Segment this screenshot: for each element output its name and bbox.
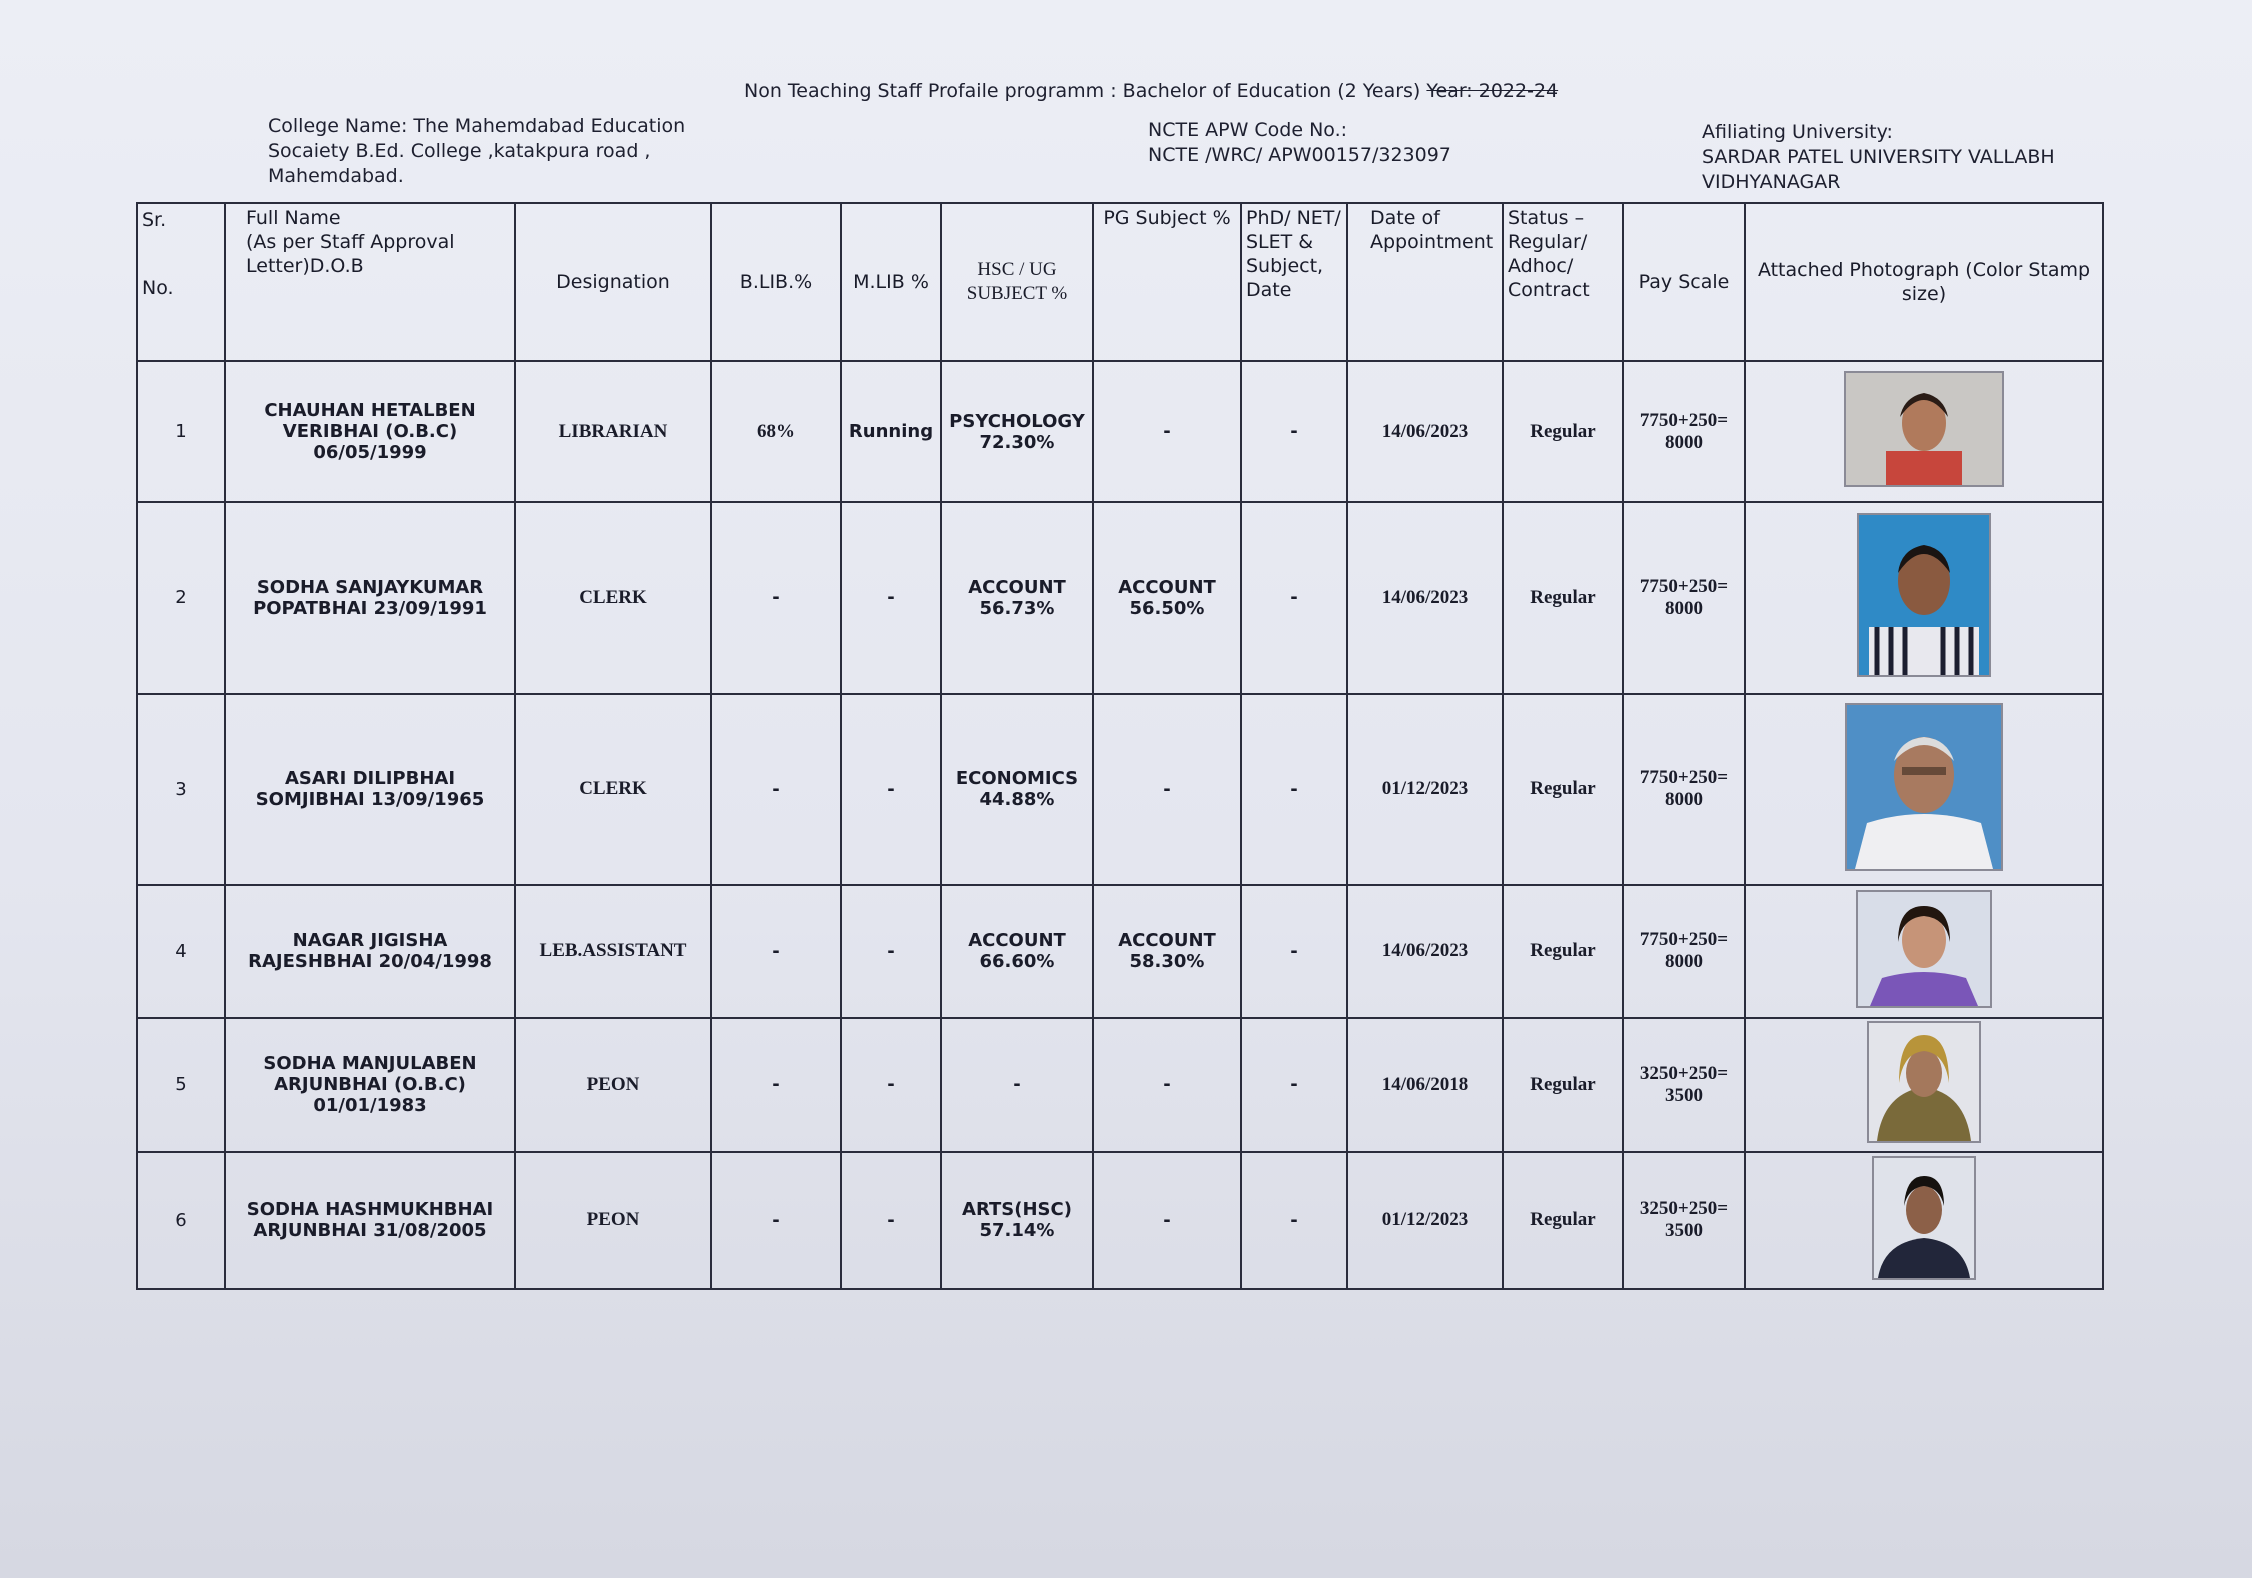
cell-date: 14/06/2018 [1347,1018,1503,1152]
cell-mlib: - [841,1152,941,1289]
title-main: Non Teaching Staff Profaile programm : Bachelor of Education (2 Years) [744,80,1421,102]
cell-pay: 7750+250= 8000 [1623,502,1745,693]
cell-mlib: - [841,1018,941,1152]
ncte-code-value: NCTE /WRC/ APW00157/323097 [1148,144,1451,166]
staff-photo [1857,513,1991,677]
cell-mlib: - [841,502,941,693]
col-pg-subject: PG Subject % [1093,203,1241,361]
cell-blib: - [711,694,841,885]
col-pay-scale: Pay Scale [1623,203,1745,361]
col-sr-label: Sr. [142,209,167,231]
col-full-name: Full Name (As per Staff Approval Letter)D.O.B [225,203,515,361]
col-blib: B.LIB.% [711,203,841,361]
cell-phd: - [1241,694,1347,885]
cell-sr: 5 [137,1018,225,1152]
cell-blib: - [711,1152,841,1289]
cell-date: 14/06/2023 [1347,502,1503,693]
cell-sr: 4 [137,885,225,1018]
ncte-code-label: NCTE APW Code No.: [1148,119,1348,141]
cell-mlib: - [841,885,941,1018]
cell-phd: - [1241,885,1347,1018]
university-label: Afiliating University: [1702,121,1893,143]
document-title [744,80,1558,102]
cell-date: 14/06/2023 [1347,361,1503,502]
table-row [137,1152,2103,1289]
cell-pay: 7750+250= 8000 [1623,361,1745,502]
cell-designation: PEON [515,1018,711,1152]
cell-photo [1745,885,2103,1018]
cell-sr: 1 [137,361,225,502]
cell-photo [1745,361,2103,502]
cell-date: 01/12/2023 [1347,1152,1503,1289]
col-mlib: M.LIB % [841,203,941,361]
staff-photo [1844,371,2004,487]
cell-pay: 7750+250= 8000 [1623,694,1745,885]
cell-photo [1745,1152,2103,1289]
cell-pg: ACCOUNT 58.30% [1093,885,1241,1018]
table-row [137,885,2103,1018]
cell-pg: - [1093,1152,1241,1289]
cell-status: Regular [1503,885,1623,1018]
col-status: Status – Regular/ Adhoc/ Contract [1503,203,1623,361]
col-designation: Designation [515,203,711,361]
cell-pg: - [1093,1018,1241,1152]
cell-designation: LIBRARIAN [515,361,711,502]
cell-blib: 68% [711,361,841,502]
cell-date: 14/06/2023 [1347,885,1503,1018]
cell-name: SODHA HASHMUKHBHAI ARJUNBHAI 31/08/2005 [225,1152,515,1289]
table-row [137,1018,2103,1152]
university-name: SARDAR PATEL UNIVERSITY VALLABH VIDHYANAGAR [1702,146,2055,193]
cell-name: NAGAR JIGISHA RAJESHBHAI 20/04/1998 [225,885,515,1018]
cell-phd: - [1241,502,1347,693]
cell-photo [1745,694,2103,885]
staff-photo [1872,1156,1976,1280]
cell-pay: 3250+250= 3500 [1623,1018,1745,1152]
cell-mlib: Running [841,361,941,502]
staff-photo [1856,890,1992,1008]
col-photograph: Attached Photograph (Color Stamp size) [1745,203,2103,361]
cell-phd: - [1241,361,1347,502]
title-struck-year: Year: 2022-24 [1426,80,1559,102]
cell-pg: - [1093,694,1241,885]
college-name: College Name: The Mahemdabad Education Socaiety B.Ed. College ,katakpura road , Mahemdabad. [268,115,686,187]
cell-designation: LEB.ASSISTANT [515,885,711,1018]
table-header-row [137,203,2103,361]
cell-phd: - [1241,1152,1347,1289]
cell-status: Regular [1503,1018,1623,1152]
table-row [137,694,2103,885]
cell-hsc: ACCOUNT 66.60% [941,885,1093,1018]
cell-hsc: - [941,1018,1093,1152]
cell-designation: PEON [515,1152,711,1289]
ncte-code [1148,118,1451,168]
cell-pg: - [1093,361,1241,502]
cell-hsc: PSYCHOLOGY 72.30% [941,361,1093,502]
cell-date: 01/12/2023 [1347,694,1503,885]
cell-sr: 3 [137,694,225,885]
cell-designation: CLERK [515,502,711,693]
cell-photo [1745,502,2103,693]
col-phd-net: PhD/ NET/ SLET & Subject, Date [1241,203,1347,361]
cell-status: Regular [1503,361,1623,502]
cell-status: Regular [1503,1152,1623,1289]
affiliating-university [1702,120,2102,195]
cell-name: ASARI DILIPBHAI SOMJIBHAI 13/09/1965 [225,694,515,885]
cell-photo [1745,1018,2103,1152]
table-row [137,502,2103,693]
col-sr-no [137,203,225,361]
staff-table [136,202,2104,1290]
cell-hsc: ACCOUNT 56.73% [941,502,1093,693]
col-date-appointment: Date of Appointment [1347,203,1503,361]
cell-name: SODHA SANJAYKUMAR POPATBHAI 23/09/1991 [225,502,515,693]
cell-name: CHAUHAN HETALBEN VERIBHAI (O.B.C) 06/05/1999 [225,361,515,502]
cell-status: Regular [1503,694,1623,885]
cell-pg: ACCOUNT 56.50% [1093,502,1241,693]
cell-pay: 7750+250= 8000 [1623,885,1745,1018]
cell-status: Regular [1503,502,1623,693]
cell-blib: - [711,502,841,693]
cell-designation: CLERK [515,694,711,885]
cell-blib: - [711,885,841,1018]
staff-photo [1867,1021,1981,1143]
cell-blib: - [711,1018,841,1152]
cell-hsc: ECONOMICS 44.88% [941,694,1093,885]
col-hsc-ug: HSC / UG SUBJECT % [941,203,1093,361]
cell-sr: 2 [137,502,225,693]
table-row [137,361,2103,502]
cell-pay: 3250+250= 3500 [1623,1152,1745,1289]
cell-mlib: - [841,694,941,885]
cell-name: SODHA MANJULABEN ARJUNBHAI (O.B.C) 01/01/1983 [225,1018,515,1152]
cell-sr: 6 [137,1152,225,1289]
staff-photo [1845,703,2003,871]
cell-hsc: ARTS(HSC) 57.14% [941,1152,1093,1289]
col-no-label: No. [142,277,174,299]
cell-phd: - [1241,1018,1347,1152]
